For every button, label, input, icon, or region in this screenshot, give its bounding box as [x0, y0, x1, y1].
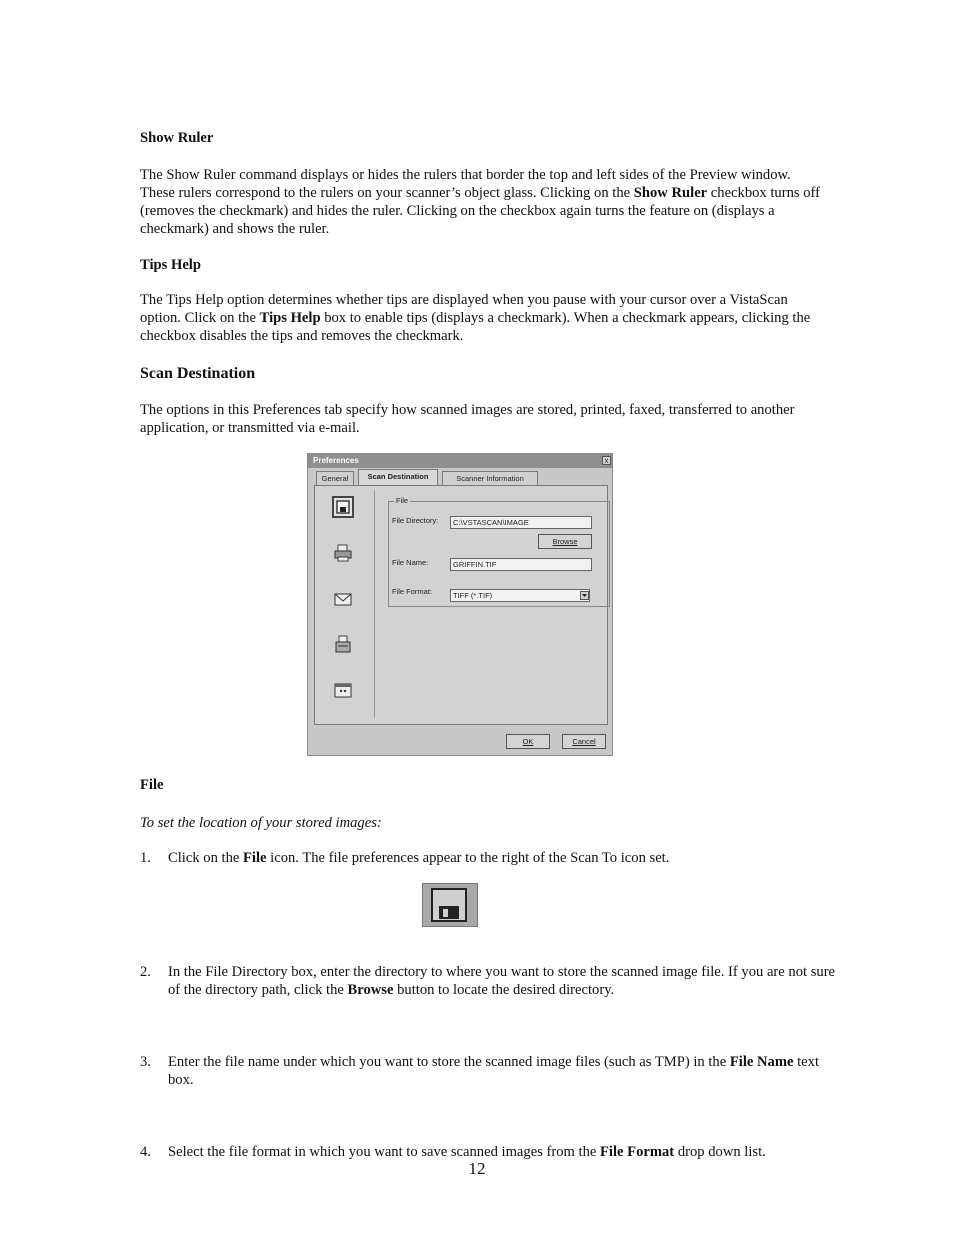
file-icon	[422, 883, 478, 927]
chevron-down-icon[interactable]	[580, 591, 589, 600]
list-item: 1. Click on the File icon. The file preferences appear to the right of the Scan To icon set.	[140, 850, 670, 866]
list-item: 4. Select the file format in which you want to save scanned images from the File Format drop down list.	[140, 1144, 766, 1160]
file-icon[interactable]	[332, 496, 354, 518]
application-icon[interactable]	[332, 680, 354, 702]
file-format-label: File Format:	[392, 587, 433, 596]
preferences-dialog-screenshot	[307, 453, 613, 756]
file-directory-input[interactable]: C:\VSTASCAN\IMAGE	[450, 516, 592, 529]
cancel-button[interactable]: Cancel	[562, 734, 606, 749]
tab-scan-destination[interactable]: Scan Destination	[358, 469, 438, 486]
file-format-select[interactable]	[450, 589, 590, 602]
page-number: 12	[468, 1159, 486, 1178]
file-group-label: File	[396, 496, 409, 505]
file-intro: To set the location of your stored images:	[140, 815, 382, 831]
file-name-label: File Name:	[392, 558, 429, 567]
list-item: 3. Enter the file name under which you want to store the scanned image files (such as TMP) in the File Name text box.	[140, 1054, 820, 1088]
email-icon[interactable]	[332, 588, 354, 610]
dialog-title: Preferences	[308, 454, 612, 468]
printer-icon[interactable]	[332, 542, 354, 564]
file-format-value: TIFF (*.TIF)	[453, 591, 493, 600]
heading-scan-destination: Scan Destination	[140, 365, 256, 382]
file-name-input[interactable]: GRIFFIN.TIF	[450, 558, 592, 571]
browse-button[interactable]: Browse	[538, 534, 592, 549]
heading-file: File	[140, 777, 164, 793]
divider	[374, 490, 375, 718]
paragraph-scan-destination: The options in this Preferences tab specify how scanned images are stored, printed, faxed, transferred to another application, or transmitted via e-mail.	[140, 402, 795, 436]
ok-button[interactable]: OK	[506, 734, 550, 749]
file-directory-label: File Directory:	[392, 516, 439, 525]
tab-scanner-information[interactable]: Scanner Information	[442, 471, 538, 485]
list-item: 2. In the File Directory box, enter the directory to where you want to store the scanned image file. If you are not sure of the directory path, click the Browse button to locate the desired directory.	[140, 964, 836, 998]
paragraph-show-ruler: The Show Ruler command displays or hides the rulers that border the top and left sides of the Preview window. These rulers correspond to the rulers on your scanner’s object glass. Clicking on the Show Ruler checkbox turns off (removes the checkmark) and hides the ruler. Clicking on the checkbox again turns the feature on (displays a checkmark) and shows the ruler.	[140, 167, 820, 237]
heading-tips-help: Tips Help	[140, 257, 201, 273]
paragraph-tips-help: The Tips Help option determines whether tips are displayed when you pause with your cursor over a VistaScan option. Click on the Tips Help box to enable tips (displays a checkmark). When a checkmark appears, clicking the checkbox disables the tips and removes the checkmark.	[140, 292, 811, 344]
close-icon[interactable]: x	[602, 456, 611, 465]
fax-icon[interactable]	[332, 634, 354, 656]
tab-general[interactable]: General	[316, 471, 354, 485]
heading-show-ruler: Show Ruler	[140, 130, 214, 146]
